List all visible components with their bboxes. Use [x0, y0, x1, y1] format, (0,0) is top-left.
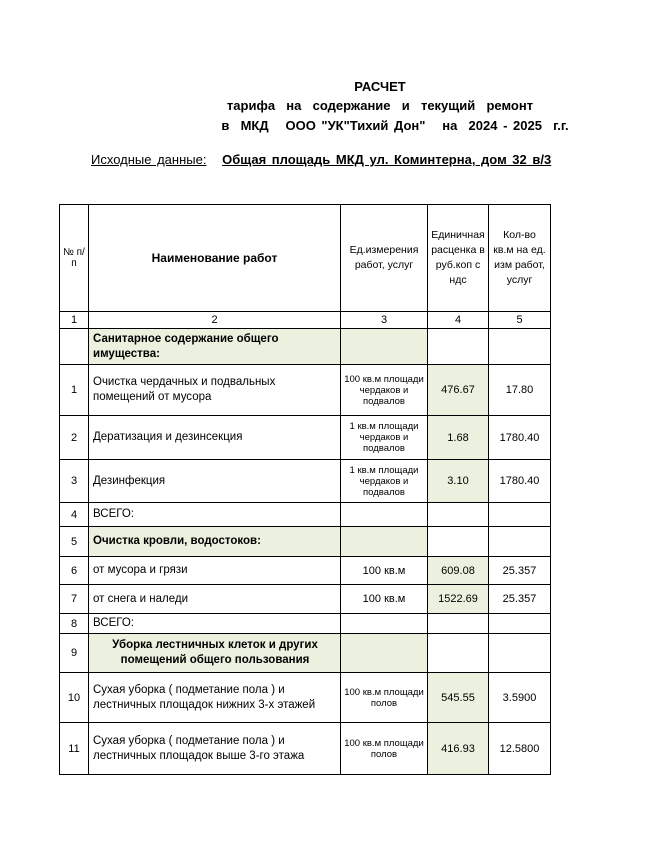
row-price: [428, 503, 489, 527]
col-number: 3: [341, 312, 428, 329]
row-name: Санитарное содержание общего имущества:: [89, 329, 341, 365]
row-price: 476.67: [428, 365, 489, 416]
row-qty: [489, 614, 551, 634]
row-unit: 100 кв.м площади чердаков и подвалов: [341, 365, 428, 416]
source-data-value: Общая площадь МКД ул. Коминтерна, дом 32 в/3: [222, 152, 552, 167]
row-unit: [341, 329, 428, 365]
col-number: 5: [489, 312, 551, 329]
col-number: 1: [60, 312, 89, 329]
row-qty: 17.80: [489, 365, 551, 416]
row-name: ВСЕГО:: [89, 503, 341, 527]
row-name: Уборка лестничных клеток и других помещений общего пользования: [89, 634, 341, 673]
table-row: [60, 460, 551, 503]
row-unit: 1 кв.м площади чердаков и подвалов: [341, 416, 428, 460]
header-name: Наименование работ: [89, 205, 341, 312]
row-num: 7: [60, 585, 89, 614]
row-qty: 1780.40: [489, 460, 551, 503]
document-title: РАСЧЕТ: [354, 79, 406, 94]
table-row: [60, 614, 551, 634]
row-price: [428, 614, 489, 634]
table-row: [60, 723, 551, 775]
row-qty: [489, 329, 551, 365]
row-unit: 100 кв.м площади полов: [341, 673, 428, 723]
row-unit: [341, 503, 428, 527]
source-data-line: [91, 152, 551, 167]
row-num: 6: [60, 557, 89, 585]
row-name: Дезинфекция: [89, 460, 341, 503]
row-name: от снега и наледи: [89, 585, 341, 614]
document-subtitle-line1: тарифа на содержание и текущий ремонт: [226, 98, 534, 113]
row-qty: 12.5800: [489, 723, 551, 775]
row-name: Сухая уборка ( подметание пола ) и лестничных площадок нижних 3-х этажей: [89, 673, 341, 723]
row-name: от мусора и грязи: [89, 557, 341, 585]
row-price: 416.93: [428, 723, 489, 775]
row-price: [428, 329, 489, 365]
table-row: [60, 503, 551, 527]
row-num: 9: [60, 634, 89, 673]
header-num: № п/п: [60, 205, 89, 312]
row-qty: [489, 527, 551, 557]
row-price: 1522.69: [428, 585, 489, 614]
table-row: [60, 634, 551, 673]
table-header-row: [60, 205, 551, 312]
header-price: Единичная расценка в руб.коп с ндс: [428, 205, 489, 312]
col-number: 2: [89, 312, 341, 329]
row-qty: [489, 503, 551, 527]
row-price: [428, 527, 489, 557]
col-number: 4: [428, 312, 489, 329]
row-price: 545.55: [428, 673, 489, 723]
column-numbers-row: [60, 312, 551, 329]
row-num: 2: [60, 416, 89, 460]
table-row: [60, 365, 551, 416]
row-qty: 3.5900: [489, 673, 551, 723]
row-price: 1.68: [428, 416, 489, 460]
row-name: Очистка кровли, водостоков:: [89, 527, 341, 557]
row-name: Очистка чердачных и подвальных помещений от мусора: [89, 365, 341, 416]
row-num: 8: [60, 614, 89, 634]
table-row: [60, 329, 551, 365]
row-unit: 100 кв.м: [341, 557, 428, 585]
table-row: [60, 527, 551, 557]
row-unit: 1 кв.м площади чердаков и подвалов: [341, 460, 428, 503]
row-num: 10: [60, 673, 89, 723]
row-num: [60, 329, 89, 365]
tariff-table: [59, 204, 551, 775]
row-unit: [341, 527, 428, 557]
row-price: [428, 634, 489, 673]
row-qty: 25.357: [489, 557, 551, 585]
row-price: 609.08: [428, 557, 489, 585]
header-qty: Кол-во кв.м на ед. изм работ, услуг: [489, 205, 551, 312]
row-qty: [489, 634, 551, 673]
row-num: 3: [60, 460, 89, 503]
row-num: 5: [60, 527, 89, 557]
document-subtitle-line2: в МКД ООО "УК"Тихий Дон" на 2024 - 2025 г.г.: [221, 118, 569, 133]
row-name: Сухая уборка ( подметание пола ) и лестничных площадок выше 3-го этажа: [89, 723, 341, 775]
row-qty: 25.357: [489, 585, 551, 614]
row-num: 1: [60, 365, 89, 416]
row-unit: [341, 614, 428, 634]
table-row: [60, 557, 551, 585]
row-unit: 100 кв.м площади полов: [341, 723, 428, 775]
row-name: ВСЕГО:: [89, 614, 341, 634]
row-num: 11: [60, 723, 89, 775]
row-unit: 100 кв.м: [341, 585, 428, 614]
row-name: Дератизация и дезинсекция: [89, 416, 341, 460]
row-qty: 1780.40: [489, 416, 551, 460]
table-row: [60, 416, 551, 460]
table-row: [60, 585, 551, 614]
header-unit: Ед.измерения работ, услуг: [341, 205, 428, 312]
row-price: 3.10: [428, 460, 489, 503]
table-row: [60, 673, 551, 723]
source-data-label: Исходные данные:: [91, 152, 207, 167]
row-unit: [341, 634, 428, 673]
row-num: 4: [60, 503, 89, 527]
